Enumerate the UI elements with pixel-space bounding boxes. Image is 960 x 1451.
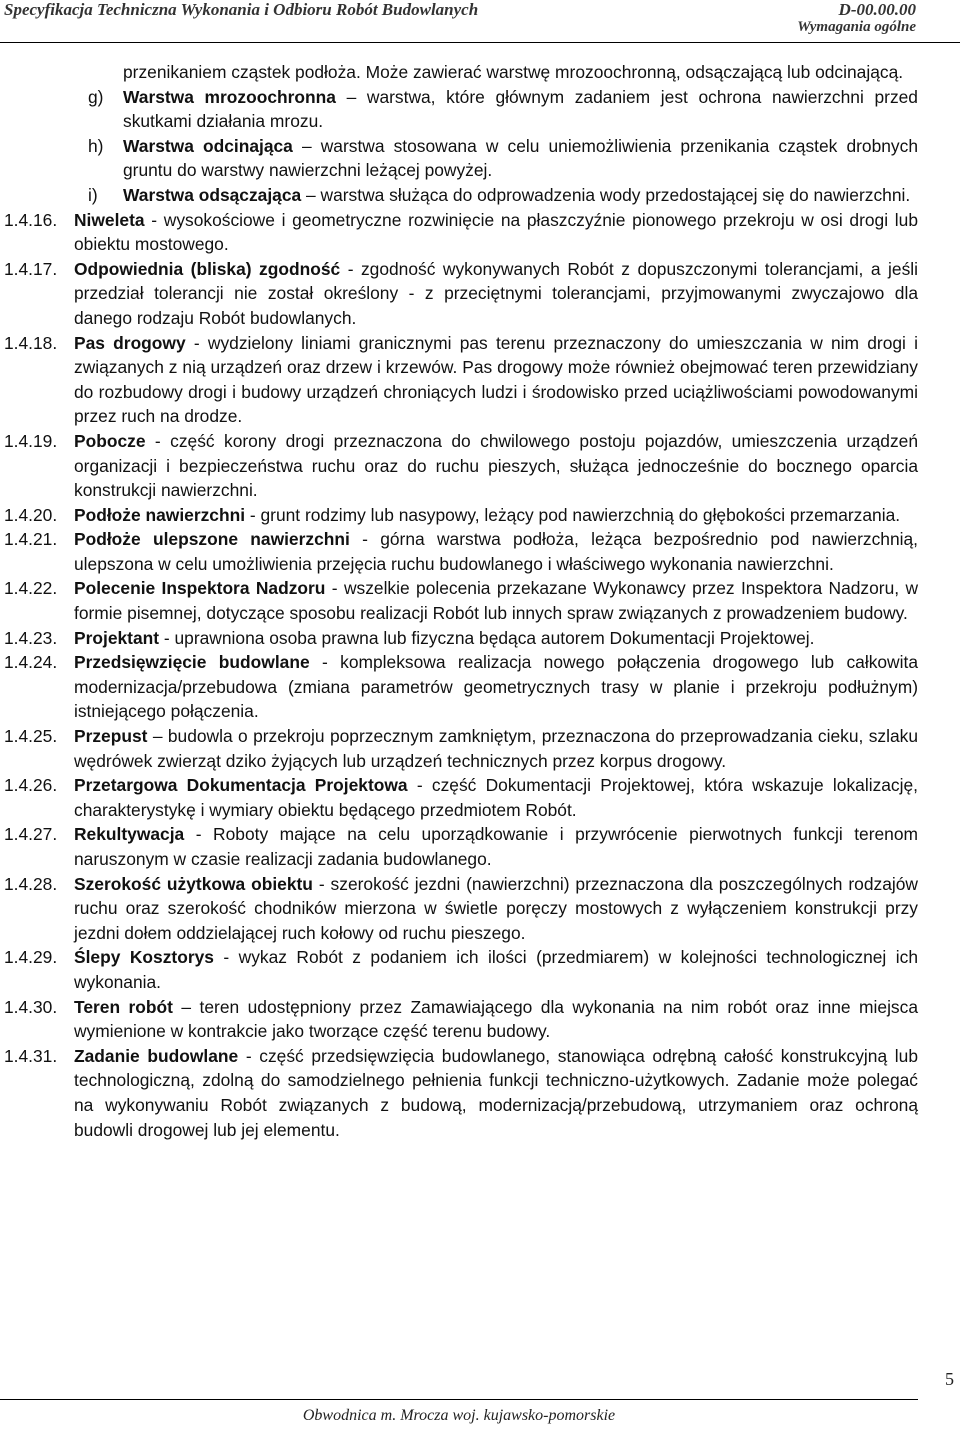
definition-item	[0, 773, 918, 822]
item-number: 1.4.17.	[4, 258, 58, 279]
item-text: - uprawniona osoba prawna lub fizyczna będąca autorem Dokumentacji Projektowej.	[159, 627, 815, 648]
definition-item	[0, 503, 918, 528]
item-text: – warstwa, które głównym zadaniem jest ochrona nawierzchni przed skutkami działania mrozu.	[123, 86, 918, 132]
item-text: – budowla o przekroju poprzecznym zamkniętym, przeznaczona do przeprowadzania cieku, szlaku wędrówek zwierząt dziko żyjących lub urządzeń technicznych przez korpus drogowy.	[74, 726, 918, 771]
definition-item	[0, 650, 918, 724]
item-term: Niweleta	[74, 209, 145, 230]
page-footer: Obwodnica m. Mrocza woj. kujawsko-pomorskie	[302, 1407, 616, 1424]
item-text: – warstwa służąca do odprowadzenia wody przedostającej się do nawierzchni.	[301, 184, 911, 205]
item-number: 1.4.28.	[4, 873, 58, 894]
item-text: - wysokościowe i geometryczne rozwinięcie na płaszczyźnie pionowego przekroju w osi drogi lub obiektu mostowego.	[74, 209, 918, 255]
definition-item	[0, 872, 918, 946]
definition-item	[0, 183, 918, 208]
item-label: i)	[88, 184, 98, 205]
footer-rule	[0, 1399, 918, 1400]
item-number: 1.4.20.	[4, 504, 58, 525]
item-text: - Roboty mające na celu uporządkowanie i przywrócenie pierwotnych funkcji terenom naruszonym w czasie realizacji zadania budowlanego.	[74, 824, 918, 869]
item-term: Polecenie Inspektora Nadzoru	[74, 578, 326, 599]
item-number: 1.4.19.	[4, 430, 58, 451]
item-text: - część przedsięwzięcia budowlanego, stanowiąca odrębną całość konstrukcyjną lub technologiczną, zdolną do samodzielnego pełnienia funkcji techniczno-użytkowych. Zadanie może polegać na wykonywaniu Robót związanych z budową, modernizacją/przebudową, utrzymaniem oraz ochroną budowli drogowej lub jej elementu.	[74, 1045, 918, 1140]
definition-item	[0, 134, 918, 183]
definition-item	[0, 576, 918, 625]
item-text: - wszelkie polecenia przekazane Wykonawcy przez Inspektora Nadzoru, w formie pisemnej, dotyczące sposobu realizacji Robót lub innych spraw związanych z prowadzeniem budowy.	[74, 578, 919, 624]
section-name: Wymagania ogólne	[797, 19, 916, 35]
item-label: h)	[88, 135, 104, 156]
item-text: - szerokość jezdni (nawierzchni) przeznaczona dla poszczególnych rodzajów ruchu oraz szerokość chodników mierzona w świetle poręczy mostowych z wyłączeniem konstrukcji przy jezdni dołem oddzielającej ruch kołowy od ruchu pieszego.	[74, 873, 918, 943]
definition-item	[0, 527, 918, 576]
item-term: Teren robót	[74, 996, 173, 1017]
item-number: 1.4.30.	[4, 996, 58, 1017]
item-term: Przedsięwzięcie budowlane	[74, 652, 310, 673]
item-term: Warstwa mrozoochronna	[123, 86, 336, 107]
item-label: g)	[88, 86, 104, 107]
item-number: 1.4.27.	[4, 824, 58, 845]
item-term: Podłoże ulepszone nawierzchni	[74, 529, 350, 550]
item-number: 1.4.16.	[4, 209, 58, 230]
item-text: – teren udostępniony przez Zamawiającego dla wykonania na nim robót oraz inne miejsca wymienione w kontrakcie jako tworzące część terenu budowy.	[74, 996, 918, 1042]
item-term: Rekultywacja	[74, 824, 185, 845]
item-number: 1.4.24.	[4, 652, 58, 673]
definition-item	[0, 1044, 918, 1142]
definition-item	[0, 626, 918, 651]
item-text: - kompleksowa realizacja nowego połączenia drogowego lub całkowita modernizacja/przebudowa (zmiana parametrów geometrycznych trasy w planie i przekroju podłużnym) istniejącego połączenia.	[74, 652, 918, 722]
item-number: 1.4.18.	[4, 332, 58, 353]
item-term: Projektant	[74, 627, 160, 648]
item-number: 1.4.21.	[4, 529, 58, 550]
definition-item	[0, 945, 918, 994]
definition-item	[0, 429, 918, 503]
item-text: - część korony drogi przeznaczona do chwilowego postoju pojazdów, umieszczenia urządzeń organizacji i bezpieczeństwa ruchu oraz do ruchu pieszych, służąca jednocześnie do bocznego oparcia konstrukcji nawierzchni.	[74, 430, 918, 501]
item-number: 1.4.29.	[4, 947, 58, 968]
item-text: - wykaz Robót z podaniem ich ilości (przedmiarem) w kolejności technologicznej ich wykonania.	[74, 947, 918, 992]
page-header	[0, 0, 960, 44]
item-term: Szerokość użytkowa obiektu	[74, 873, 313, 894]
item-term: Odpowiednia (bliska) zgodność	[74, 258, 341, 279]
definition-item	[0, 208, 918, 257]
item-number: 1.4.22.	[4, 578, 58, 599]
definition-item	[0, 724, 918, 773]
item-term: Ślepy Kosztorys	[74, 947, 214, 968]
item-number: 1.4.26.	[4, 775, 58, 796]
item-text: - grunt rodzimy lub nasypowy, leżący pod nawierzchnią do głębokości przemarzania.	[245, 504, 901, 525]
header-rule	[0, 42, 960, 43]
item-text: - część Dokumentacji Projektowej, która wskazuje lokalizację, charakterystykę i wymiary obiektu będącego przedmiotem Robót.	[74, 775, 918, 820]
item-term: Podłoże nawierzchni	[74, 504, 246, 525]
item-number: 1.4.23.	[4, 627, 58, 648]
page-number: 5	[945, 1369, 954, 1389]
item-number: 1.4.31.	[4, 1045, 58, 1066]
document-body	[0, 60, 918, 1142]
item-text: - zgodność wykonywanych Robót z dopuszczonymi tolerancjami, a jeśli przedział tolerancji nie został określony - z przeciętnymi tolerancjami, przyjmowanymi zwyczajowo dla danego rodzaju Robót budowlanych.	[74, 258, 918, 328]
definition-item	[0, 331, 918, 429]
item-text: – warstwa stosowana w celu uniemożliwienia przenikania cząstek drobnych gruntu do warstwy nawierzchni leżącej powyżej.	[123, 135, 918, 181]
item-term: Pobocze	[74, 430, 146, 451]
item-text: - wydzielony liniami granicznymi pas terenu przeznaczony do umieszczania w nim drogi i związanych z nią urządzeń oraz drzew i krzewów. Pas drogowy może również obejmować teren przewidziany do rozbudowy drogi i budowy urządzeń chroniących ludzi i środowisko przed uciążliwościami powodowanymi przez ruch na drodze.	[74, 332, 919, 427]
item-text: - górna warstwa podłoża, leżąca bezpośrednio pod nawierzchnią, ulepszona w celu umożliwienia przejęcia ruchu budowlanego i właściwego wykonania nawierzchni.	[74, 529, 918, 574]
continuation-paragraph: przenikaniem cząstek podłoża. Może zawierać warstwę mrozoochronną, odsączającą lub odcinającą.	[123, 62, 904, 82]
item-term: Zadanie budowlane	[74, 1045, 239, 1066]
document-title: Specyfikacja Techniczna Wykonania i Odbioru Robót Budowlanych	[4, 0, 479, 19]
item-term: Przetargowa Dokumentacja Projektowa	[74, 775, 408, 796]
item-term: Warstwa odcinająca	[123, 135, 293, 156]
item-term: Warstwa odsączająca	[123, 184, 302, 205]
definition-item	[0, 85, 918, 134]
definition-item	[0, 995, 918, 1044]
definition-item	[0, 257, 918, 331]
item-term: Pas drogowy	[74, 332, 186, 353]
item-number: 1.4.25.	[4, 726, 58, 747]
item-term: Przepust	[74, 726, 148, 747]
definition-item	[0, 822, 918, 871]
document-code: D-00.00.00	[838, 0, 916, 19]
